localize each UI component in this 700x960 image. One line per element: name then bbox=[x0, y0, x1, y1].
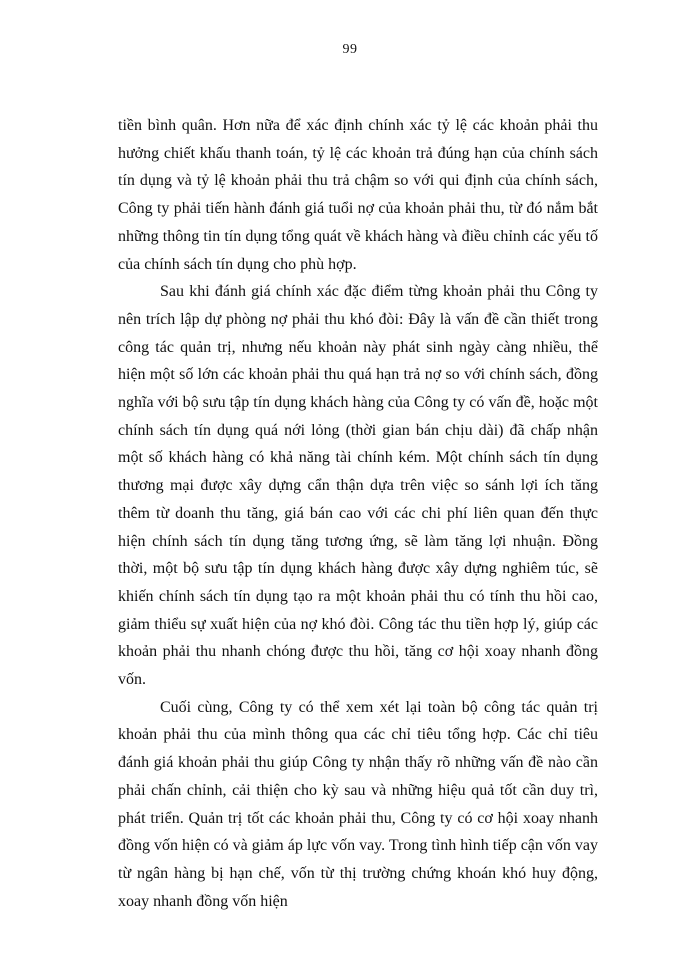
paragraph-3: Cuối cùng, Công ty có thể xem xét lại toàn bộ công tác quản trị khoản phải thu của mình thông qua các chỉ tiêu tổng hợp. Các chỉ tiêu đánh giá khoản phải thu giúp Công ty nhận thấy rõ những vấn đề nào cần phải chấn chỉnh, cải thiện cho kỳ sau và những hiệu quả tốt cần duy trì, phát triển. Quản trị tốt các khoản phải thu, Công ty có cơ hội xoay nhanh đồng vốn hiện có và giảm áp lực vốn vay. Trong tình hình tiếp cận vốn vay từ ngân hàng bị hạn chế, vốn từ thị trường chứng khoán khó huy động, xoay nhanh đồng vốn hiện bbox=[118, 698, 599, 910]
paragraph-2: Sau khi đánh giá chính xác đặc điểm từng khoản phải thu Công ty nên trích lập dự phòng nợ phải thu khó đòi: Đây là vấn đề cần thiết trong công tác quản trị, nhưng nếu khoản này phát sinh ngày càng nhiều, thể hiện một số lớn các khoản phải thu quá hạn trả nợ so với chính sách, đồng nghĩa với bộ sưu tập tín dụng khách hàng của Công ty có vấn đề, hoặc một chính sách tín dụng quá nới lỏng (thời gian bán chịu dài) đã chấp nhận một số khách hàng có khả năng tài chính kém. Một chính sách tín dụng thương mại được xây dựng cẩn thận dựa trên việc so sánh lợi ích tăng thêm từ doanh thu tăng, giá bán cao với các chi phí liên quan đến thực hiện chính sách tín dụng tăng tương ứng, sẽ làm tăng lợi nhuận. Đồng thời, một bộ sưu tập tín dụng khách hàng được xây dựng nghiêm túc, sẽ khiến chính sách tín dụng tạo ra một khoản phải thu có tính thu hồi cao, giảm thiểu sự xuất hiện của nợ khó đòi. Công tác thu tiền hợp lý, giúp các khoản phải thu nhanh chóng được thu hồi, tăng cơ hội xoay nhanh đồng vốn. bbox=[118, 283, 598, 689]
document-body bbox=[118, 112, 598, 915]
page-number: 99 bbox=[342, 42, 358, 57]
paragraph-1: tiền bình quân. Hơn nữa để xác định chính xác tỷ lệ các khoản phải thu hưởng chiết khấu thanh toán, tỷ lệ các khoản trả đúng hạn của chính sách tín dụng và tỷ lệ khoản phải thu trả chậm so với qui định của chính sách, Công ty phải tiến hành đánh giá tuổi nợ của khoản phải thu, từ đó nắm bắt những thông tin tín dụng tổng quát về khách hàng và điều chỉnh các yếu tố của chính sách tín dụng cho phù hợp. bbox=[118, 117, 598, 273]
